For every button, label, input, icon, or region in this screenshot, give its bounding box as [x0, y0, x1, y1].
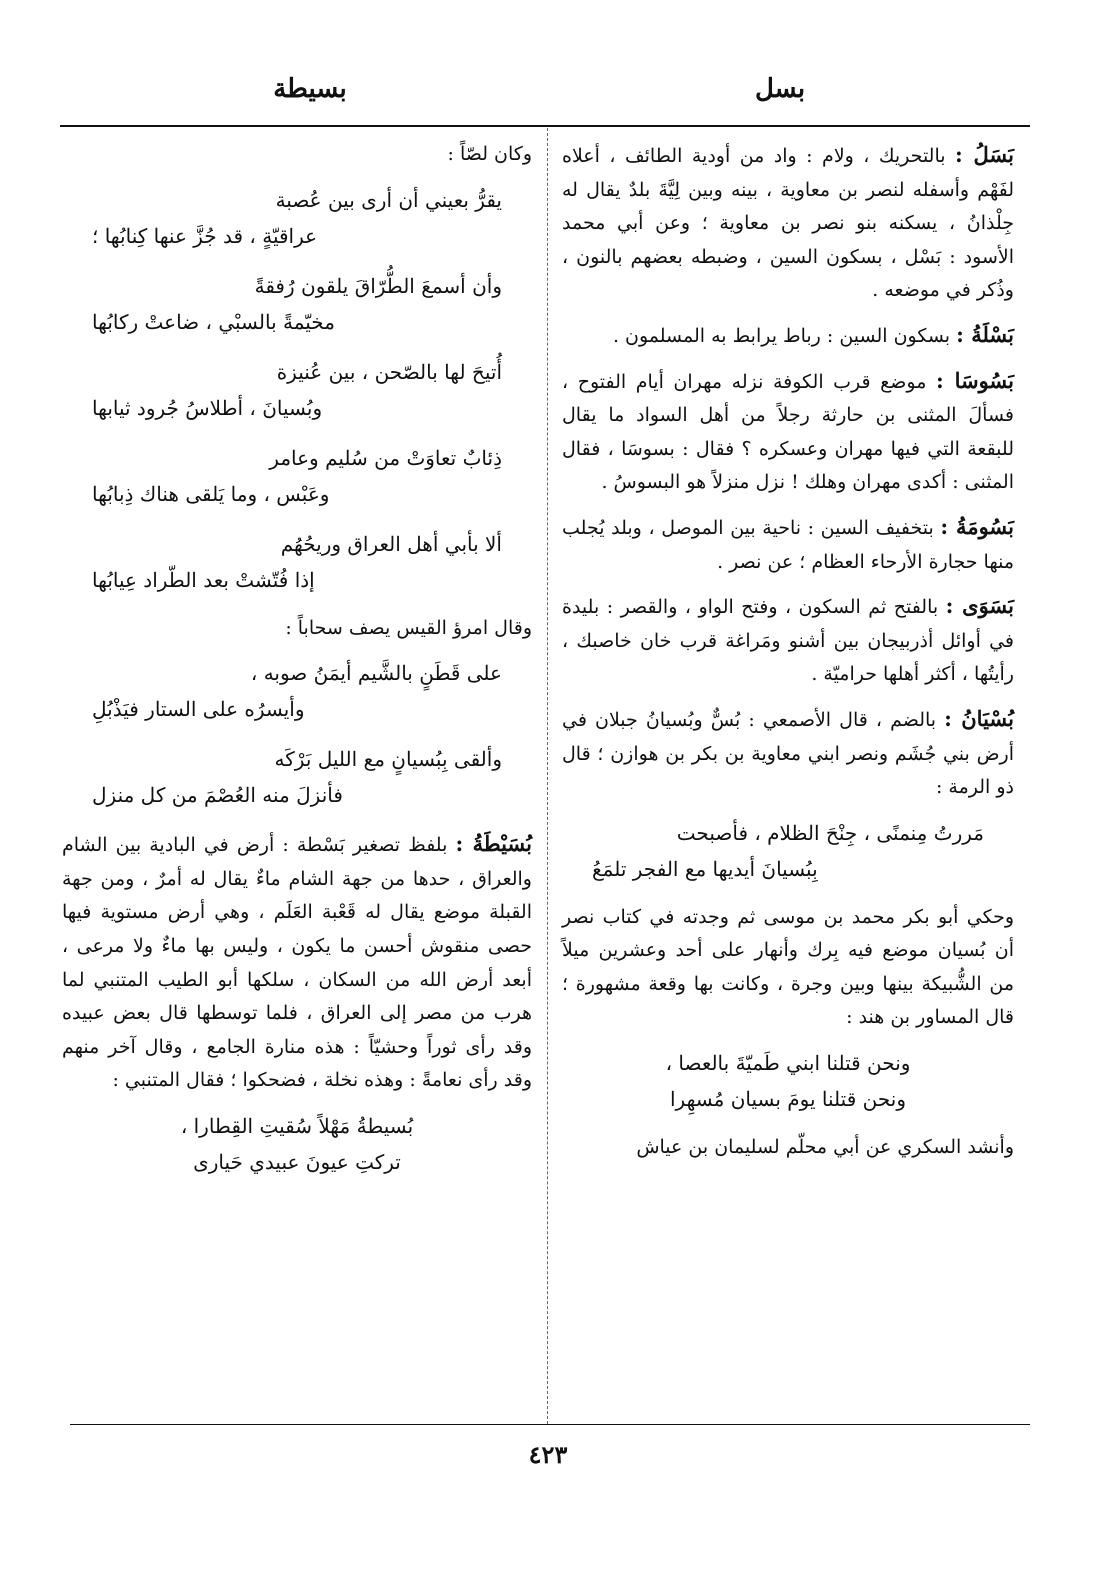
entry-text: بسكون السين : رباط يرابط به المسلمون . [612, 324, 951, 347]
verse-line: مخيّمةً بالسبْي ، ضاعتْ ركابُها [92, 309, 335, 334]
verse-line: ونحن قتلنا ابني طَميّةَ بالعصا ، [665, 1051, 911, 1076]
entry-text: موضع قرب الكوفة نزله مهران أيام الفتوح ، فسألَ المثنى بن حارثة رجلاً من أهل السواد ما يقال للبقعة التي فيها مهران وعسكره ؟ فقال : بسوسَا ، فقال المثنى : أكدى مهران وهلك ! نزل منزلاً هو البسوسُ . [562, 370, 1014, 494]
verse-line: ونحن قتلنا يومَ بسيان مُسهِرا [669, 1087, 906, 1112]
verse-block [62, 1108, 532, 1180]
entry-text: بلفظ تصغير بَسْطة : أرض في البادية بين الشام والعراق ، حدها من جهة الشام ماءٌ يقال له أمرٌ ، ومن جهة القبلة موضع يقال له قَعْبة العَلَم ، وهي أرض مستوية فيها حصى منقوش أحسن ما يكون ، وليس بها ماءٌ ولا مرعى ، أبعد أرض الله من السكان ، سلكها أبو الطيب المتنبي لما هرب من مصر إلى العراق ، فلما توسطها قال بعض عبيده وقد رأى ثوراً وحشيّاً : هذه منارة الجامع ، وقال آخر منهم وقد رأى نعامةً : وهذه نخلة ، فضحكوا ؛ فقال المتنبي : [62, 834, 532, 1092]
entry-busyan [562, 702, 1014, 805]
header-right-word: بسل [754, 74, 806, 104]
bottom-rule [70, 1424, 1030, 1425]
column-divider [547, 128, 548, 1424]
verse-block [562, 1045, 1014, 1117]
paragraph: وأنشد السكري عن أبي محلّم لسليمان بن عياش [636, 1136, 1014, 1159]
header-left-word: بسيطة [273, 74, 347, 104]
verse-line: أُتيحَ لها بالصّحن ، بين عُنيزة [276, 359, 502, 384]
verse-line: عراقيّةٍ ، قد جُزَّ عنها كِنابُها ؛ [92, 223, 318, 248]
entry-basla [562, 318, 1014, 354]
right-column [562, 138, 1014, 1175]
verse-line: يقرُّ بعيني أن أرى بين عُصبة [275, 187, 502, 212]
entry-basuma [562, 510, 1014, 579]
top-rule [60, 125, 1030, 127]
entry-headword: بُسَيْطَةُ : [455, 831, 532, 857]
entry-headword: بَسَوَى : [945, 593, 1014, 619]
paragraph: وكان لصّاً : [447, 143, 532, 165]
paragraph: وحكي أبو بكر محمد بن موسى ثم وجدته في كتاب نصر أن بُسيان موضع فيه بِرك وأنهار على أحد وعشرين ميلاً من الشُّبيكة بينها وبين وجرة ، وكانت بها وقعة مشهورة ؛ قال المساور بن هند : [562, 905, 1014, 1029]
verse-line: ذِئابٌ تعاوَتْ من سُليم وعامر [269, 445, 502, 470]
verse-line: وألقى بِبُسيانٍ مع الليل بَرْكَه [274, 747, 502, 772]
verse-line: وعَبْس ، وما يَلقى هناك ذِبابُها [92, 481, 330, 506]
entry-headword: بَسْلَةُ : [956, 321, 1014, 347]
entry-headword: بُسْيَانُ : [944, 705, 1014, 731]
entry-basal [562, 138, 1014, 308]
verse-block [62, 526, 532, 598]
verse-block [62, 440, 532, 512]
verse-line: وأيسرُه على الستار فيَذْبُلِ [92, 697, 305, 722]
entry-basusa [562, 364, 1014, 500]
entry-basawa [562, 589, 1014, 692]
verse-line: وبُسيانَ ، أطلاسُ جُرود ثيابها [92, 395, 323, 420]
entry-headword: بَسَلُ : [955, 142, 1014, 167]
verse-line: بُسيطةُ مَهْلاً سُقيتِ القِطارا ، [180, 1113, 414, 1138]
verse-line: وأن أسمعَ الطُّرّاقَ يلقون رُفقةً [254, 273, 502, 298]
left-column [62, 138, 532, 1194]
verse-line: ألا بأبي أهل العراق وريحُهُم [280, 531, 502, 556]
verse-block [62, 268, 532, 340]
verse-block [62, 182, 532, 254]
entry-headword: بَسُوسَا : [935, 367, 1014, 393]
verse-block [562, 815, 1014, 887]
paragraph: وقال امرؤ القيس يصف سحاباً : [285, 616, 532, 639]
verse-line: تركتِ عيونَ عبيدي حَيارى [193, 1149, 401, 1174]
entry-text: بالفتح ثم السكون ، وفتح الواو ، والقصر : بليدة في أوائل أذربيجان بين أشنو ومَراغة قرب خان خاصبك ، رأيتُها ، أكثر أهلها حراميّة . [562, 596, 1014, 686]
verse-block [62, 655, 532, 727]
verse-line: مَررتُ مِنمنًى ، جِنْحَ الظلام ، فأصبحت [676, 820, 984, 845]
verse-block [62, 354, 532, 426]
verse-block [62, 741, 532, 813]
entry-text: بالضم ، قال الأصمعي : بُسٌّ وبُسيانُ جبلان في أرض بني جُشَم ونصر ابني معاوية بن بكر بن هوازن ؛ قال ذو الرمة : [562, 708, 1014, 799]
verse-line: على قَطَنٍ بالشَّيم أيمَنُ صوبه ، [250, 661, 502, 686]
verse-line: بِبُسيانَ أيديها مع الفجر تلمَعُ [592, 856, 818, 881]
entry-text: بالتحريك ، ولام : واد من أودية الطائف ، أعلاه لفَهْم وأسفله لنصر بن معاوية ، بينه وبين لِيَّةَ بلدٌ يقال له جِلْذانُ ، يسكنه بنو نصر بن معاوية ؛ وعن أبي محمد الأسود : بَسْل ، بسكون السين ، وضبطه بعضهم بالنون ، وذُكر في موضعه . [562, 145, 1014, 302]
entry-headword: بَسُومَةُ : [940, 513, 1014, 539]
entry-busayta [62, 827, 532, 1098]
page-number: ٤٢٣ [528, 1440, 568, 1469]
entry-text: بتخفيف السين : ناحية بين الموصل ، وبلد يُجلب منها حجارة الأرحاء العظام ؛ عن نصر . [562, 516, 1014, 573]
verse-line: فأنزلَ منه العُصْمَ من كل منزل [92, 783, 343, 808]
verse-line: إذا فُتّشتْ بعد الطّراد عِيابُها [92, 567, 315, 592]
